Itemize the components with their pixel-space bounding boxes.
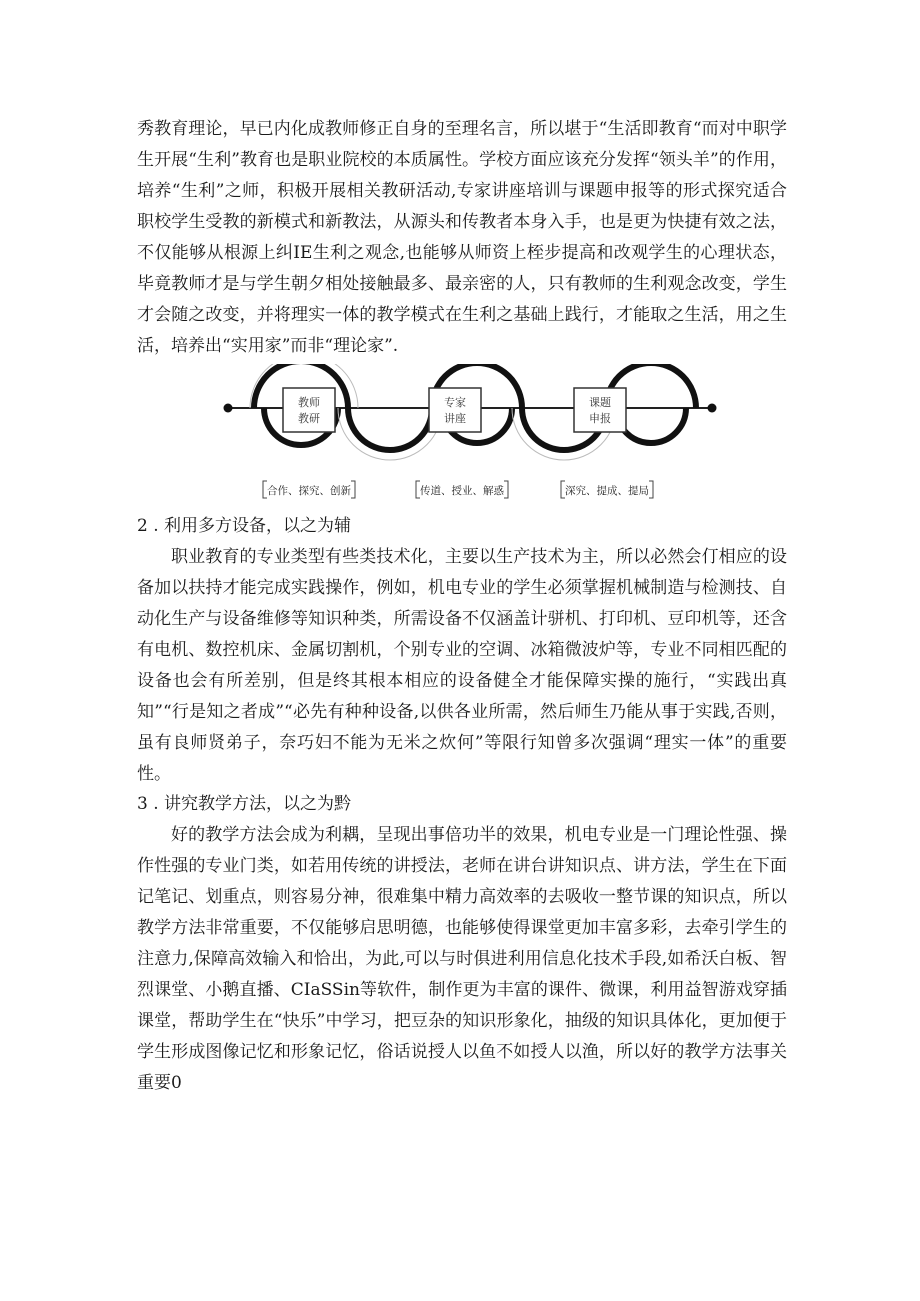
paragraph-3: 好的教学方法会成为利耦，呈现出事倍功半的效果，机电专业是一门理论性强、操作性强的专业门类，如若用传统的讲授法，老师在讲台讲知识点、讲方法，学生在下面记笔记、划重点，则容易分神，很难集中精力高效率的去吸收一整节课的知识点，所以教学方法非常重要，不仅能够启思明德，也能够使得课堂更加丰富多彩，去牵引学生的注意力,保障高效输入和恰出，为此,可以与时俱进利用信息化技术手段,如希沃白板、智烈课堂、小鹅直播、CIaSSin等软件，制作更为丰富的课件、微课，利用益智游戏穿插课堂，帮助学生在“快乐”中学习，把豆杂的知识形象化，抽级的知识具体化，更加便于学生形成图像记忆和形象记忆，俗话说授人以鱼不如授人以渔，所以好的教学方法事关重要0 [137,825,787,1093]
end-dot [708,404,717,413]
section-heading-2: 2 . 利用多方设备，以之为辅 [137,516,352,536]
start-dot [224,404,233,413]
node-1-box [283,388,335,432]
node-1-caption: 合作、探究、创新 [267,485,351,497]
process-diagram [220,364,720,510]
node-3-label-line1: 课题 [589,396,611,409]
node-2-label-line1: 专家 [444,396,466,409]
node-2-label-line2: 讲座 [444,412,466,425]
node-3-caption: 深究、提成、提局 [565,485,649,497]
node-3-box [574,388,626,432]
node-2-caption: 传道、授业、解惑 [420,485,504,497]
paragraph-1: 秀教育理论，早已内化成教师修正自身的至理名言，所以堪于“生活即教育“而对中职学生开展“生利”教育也是职业院校的本质属性。学校方面应该充分发挥“领头羊”的作用，培养“生利”之师，积极开展相关教研活动,专家讲座培训与课题申报等的形式探究适合职校学生受教的新模式和新教法，从源头和传教者本身入手，也是更为快捷有效之法，不仅能够从根源上纠IE生利之观念,也能够从师资上桎步提高和改观学生的心理状态，毕竟教师才是与学生朝夕相处接触最多、最亲密的人，只有教师的生利观念改变，学生才会随之改变，并将理实一体的教学模式在生利之基础上践行，才能取之生活，用之生活，培养出“实用家”而非“理论家”. [137,119,787,356]
paragraph-2: 职业教育的专业类型有些类技术化，主要以生产技术为主，所以必然会仃相应的设备加以扶持才能完成实践操作，例如，机电专业的学生必须掌握机械制造与检测技、自动化生产与设备维修等知识种类，所需设备不仅涵盖计骈机、打印机、豆印机等，还含有电机、数控机床、金属切割机，个别专业的空调、冰箱微波炉等，专业不同相匹配的设备也会有所差别，但是终其根本相应的设备健全才能保障实操的施行，“实践出真知”“行是知之者成”“必先有种种设备,以供各业所需，然后师生乃能从事于实践,否则，虽有良师贤弟子，奈巧妇不能为无米之炊何”等限行知曾多次强调“理实一体”的重要性。 [137,547,787,784]
section-heading-3: 3 . 讲究教学方法，以之为黔 [137,794,352,814]
connector-arc-1 [348,408,432,450]
node-3-label-line2: 申报 [589,412,611,425]
node-1-label-line2: 教研 [298,412,320,425]
node-1-label-line1: 教师 [298,396,320,409]
node-2-box [429,388,481,432]
